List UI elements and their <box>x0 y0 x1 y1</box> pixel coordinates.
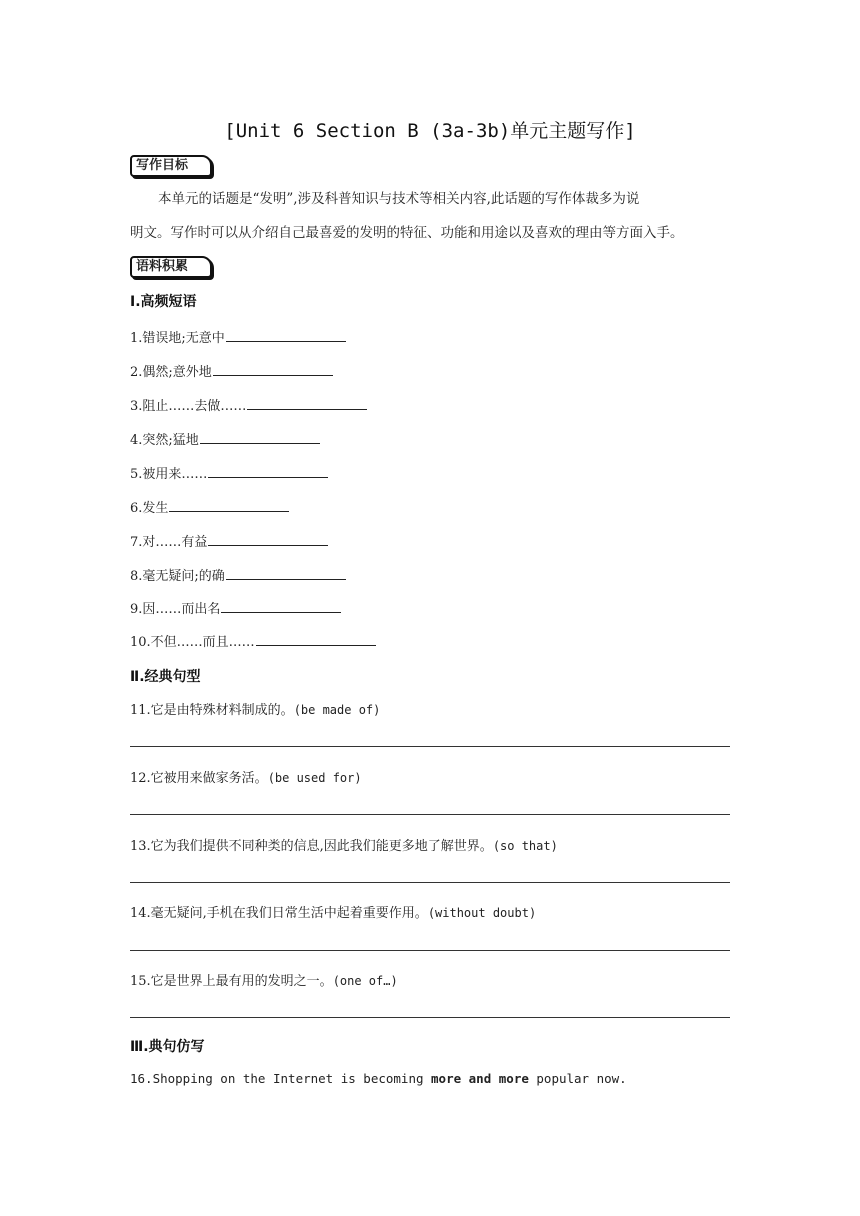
phrase-item: 1.错误地;无意中 <box>130 327 346 346</box>
answer-blank[interactable] <box>213 363 333 376</box>
material-badge: 语料积累 <box>130 256 212 278</box>
phrase-item: 3.阻止……去做…… <box>130 395 367 414</box>
answer-blank[interactable] <box>208 465 328 478</box>
section-2-heading: Ⅱ.经典句型 <box>130 669 201 685</box>
phrase-item: 2.偶然;意外地 <box>130 361 333 380</box>
sentence-item: 13.它为我们提供不同种类的信息,因此我们能更多地了解世界。(so that) <box>130 839 558 854</box>
answer-line[interactable] <box>130 814 730 815</box>
intro-paragraph <box>130 182 730 250</box>
answer-blank[interactable] <box>247 397 367 410</box>
page-title: [Unit 6 Section B (3a-3b)单元主题写作] <box>224 120 636 142</box>
answer-line[interactable] <box>130 746 730 747</box>
phrase-item: 6.发生 <box>130 497 289 516</box>
sentence-item: 15.它是世界上最有用的发明之一。(one of…) <box>130 974 398 989</box>
phrase-item: 5.被用来…… <box>130 463 328 482</box>
phrase-item: 4.突然;猛地 <box>130 429 320 448</box>
sentence-item: 12.它被用来做家务活。(be used for) <box>130 771 362 786</box>
answer-blank[interactable] <box>208 533 328 546</box>
answer-blank[interactable] <box>226 567 346 580</box>
answer-line[interactable] <box>130 882 730 883</box>
phrase-item: 9.因……而出名 <box>130 598 341 617</box>
writing-goal-badge: 写作目标 <box>130 155 212 177</box>
answer-blank[interactable] <box>256 633 376 646</box>
phrase-item: 10.不但……而且…… <box>130 631 376 650</box>
phrase-item: 8.毫无疑问;的确 <box>130 565 346 584</box>
section-1-heading: Ⅰ.高频短语 <box>130 294 197 310</box>
phrase-item: 7.对……有益 <box>130 531 328 550</box>
answer-line[interactable] <box>130 1017 730 1018</box>
intro-line-2: 明文。写作时可以从介绍自己最喜爱的发明的特征、功能和用途以及喜欢的理由等方面入手。 <box>130 225 684 241</box>
answer-line[interactable] <box>130 950 730 951</box>
imitation-sentence: 16.Shopping on the Internet is becoming more and more popular now. <box>130 1071 627 1086</box>
answer-blank[interactable] <box>169 499 289 512</box>
answer-blank[interactable] <box>200 431 320 444</box>
section-3-heading: Ⅲ.典句仿写 <box>130 1039 205 1055</box>
answer-blank[interactable] <box>221 600 341 613</box>
sentence-item: 11.它是由特殊材料制成的。(be made of) <box>130 703 381 718</box>
answer-blank[interactable] <box>226 329 346 342</box>
sentence-item: 14.毫无疑问,手机在我们日常生活中起着重要作用。(without doubt) <box>130 906 537 921</box>
intro-line-1: 本单元的话题是“发明”,涉及科普知识与技术等相关内容,此话题的写作体裁多为说 <box>158 191 640 207</box>
